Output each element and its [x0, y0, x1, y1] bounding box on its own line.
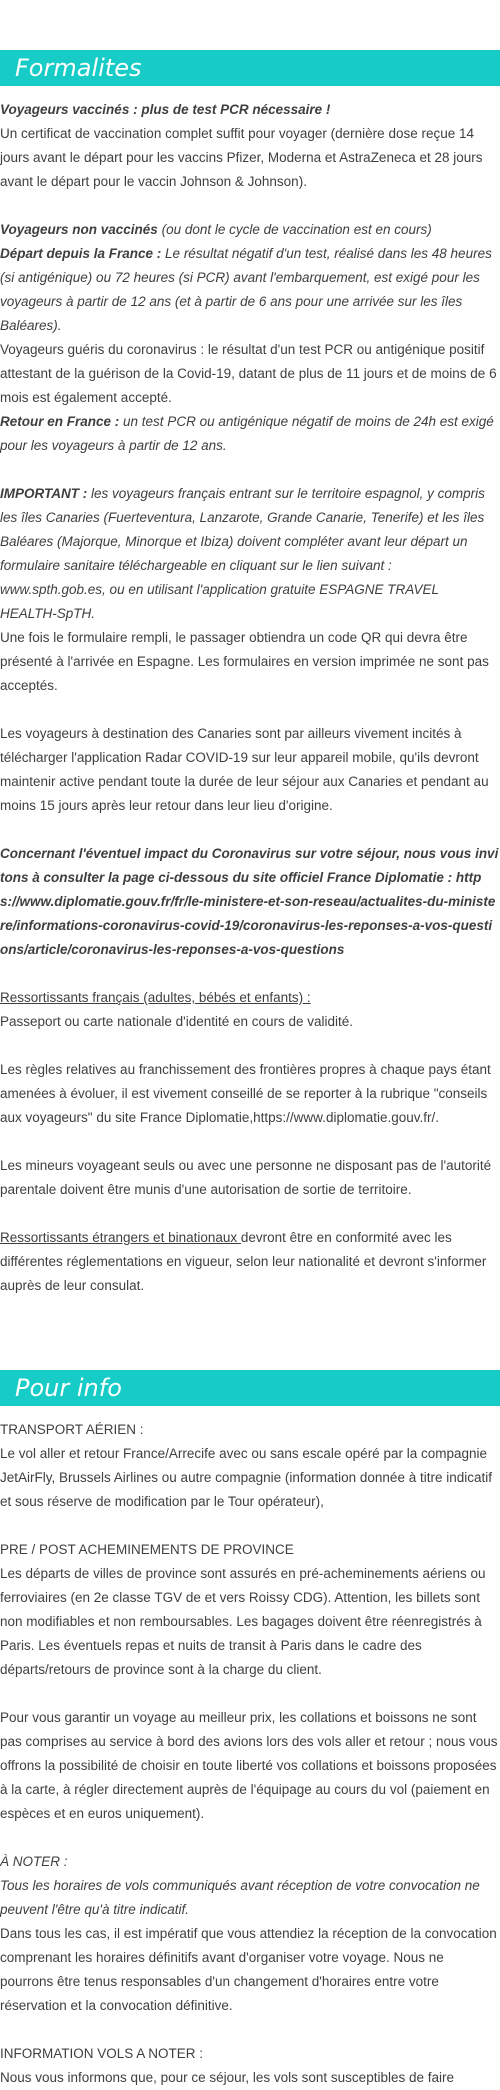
transport-text: Le vol aller et retour France/Arrecife avec ou sans escale opéré par la compagnie JetAirFly, Brussels Airlines ou autre compagnie (information donnée à titre indicatif et sous réserve de modification par le Tour opérateur), [0, 1446, 492, 1509]
pour-info-section [0, 1418, 499, 2090]
section-title-formalites: Formalites [0, 50, 500, 86]
important-paragraph [0, 482, 499, 698]
info-vols-paragraph [0, 2042, 499, 2090]
depart-label: Départ depuis la France : [0, 246, 162, 261]
transport-heading: TRANSPORT AÉRIEN : [0, 1422, 144, 1437]
mineurs-paragraph: Les mineurs voyageant seuls ou avec une personne ne disposant pas de l'autorité parentale doivent être munis d'une autorisation de sortie de territoire. [0, 1158, 492, 1197]
info-vols-text: Nous vous informons que, pour ce séjour, les vols sont susceptibles de faire [0, 2070, 454, 2085]
a-noter-paragraph [0, 1850, 499, 2018]
a-noter-text-1: Tous les horaires de vols communiqués avant réception de votre convocation ne peuvent l'être qu'à titre indicatif. [0, 1878, 480, 1917]
non-vaccines-note: (ou dont le cycle de vaccination est en cours) [157, 222, 432, 237]
ressortissants-fr-text: Passeport ou carte nationale d'identité en cours de validité. [0, 1014, 354, 1029]
vaccines-text: Un certificat de vaccination complet suffit pour voyager (dernière dose reçue 14 jours avant le départ pour les vaccins Pfizer, Moderna et AstraZeneca et 28 jours avant le départ pour le vaccin Johnson & Johnson). [0, 126, 483, 189]
depart-text: Le résultat négatif d'un test, réalisé dans les 48 heures (si antigénique) ou 72 heures (si PCR) avant l'embarquement, est exigé pour les voyageurs à partir de 12 ans (et à partir de 6 ans pour une arrivée sur les îles Baléares). [0, 246, 492, 333]
pre-post-heading: PRE / POST ACHEMINEMENTS DE PROVINCE [0, 1542, 294, 1557]
section-title-pour-info: Pour info [0, 1370, 500, 1406]
prix-paragraph: Pour vous garantir un voyage au meilleur prix, les collations et boissons ne sont pas comprises au service à bord des avions lors des vols aller et retour ; nous vous offrons la possibilité de choisir en toute liberté vos collations et boissons proposées à la carte, à régler directement auprès de l'équipage au cours du vol (paiement en espèces et en euros uniquement). [0, 1710, 498, 1821]
regles-paragraph: Les règles relatives au franchissement des frontières propres à chaque pays étant amenées à évoluer, il est vivement conseillé de se reporter à la rubrique "conseils aux voyageurs" du site France Diplomatie,https://www.diplomatie.gouv.fr/. [0, 1062, 491, 1125]
non-vaccines-paragraph [0, 218, 499, 458]
qr-text: Une fois le formulaire rempli, le passager obtiendra un code QR qui devra être présenté à l'arrivée en Espagne. Les formulaires en version imprimée ne sont pas acceptés. [0, 630, 489, 693]
etrangers-text: devront être en conformité avec les différentes réglementations en vigueur, selon leur nationalité et devront s'informer auprès de leur consulat. [0, 1230, 487, 1293]
a-noter-heading: À NOTER : [0, 1854, 68, 1869]
etrangers-paragraph [0, 1226, 499, 1298]
ressortissants-fr-label: Ressortissants français (adultes, bébés et enfants) : [0, 990, 311, 1005]
formalites-section [0, 98, 499, 1298]
info-vols-heading: INFORMATION VOLS A NOTER : [0, 2046, 204, 2061]
canaries-paragraph: Les voyageurs à destination des Canaries sont par ailleurs vivement incités à télécharger l'application Radar COVID-19 sur leur appareil mobile, qu'ils devront maintenir active pendant toute la durée de leur séjour aux Canaries et pendant au moins 15 jours après leur retour dans leur lieu d'origine. [0, 726, 489, 813]
gueris-text: Voyageurs guéris du coronavirus : le résultat d'un test PCR ou antigénique positif attestant de la guérison de la Covid-19, datant de plus de 11 jours et de moins de 6 mois est également accepté. [0, 342, 497, 405]
a-noter-text-2: Dans tous les cas, il est impératif que vous attendiez la réception de la convocation comprenant les horaires définitifs avant d'organiser votre voyage. Nous ne pourrons être tenus responsables d'un changement d'horaires entre votre réservation et la convocation définitive. [0, 1926, 497, 2013]
important-text: les voyageurs français entrant sur le territoire espagnol, y compris les îles Canaries (Fuerteventura, Lanzarote, Grande Canarie, Tenerife) et les îles Baléares (Majorque, Minorque et Ibiza) doivent compléter avant leur départ un formulaire sanitaire téléchargeable en cliquant sur le lien suivant : www.spth.gob.es, ou en utilisant l'application gratuite ESPAGNE TRAVEL HEALTH-SpTH. [0, 486, 485, 621]
retour-text: un test PCR ou antigénique négatif de moins de 24h est exigé pour les voyageurs à partir de 12 ans. [0, 414, 494, 453]
vaccines-heading: Voyageurs vaccinés : plus de test PCR nécessaire ! [0, 102, 331, 117]
non-vaccines-label: Voyageurs non vaccinés [0, 222, 158, 237]
vaccines-paragraph [0, 98, 499, 194]
pre-post-paragraph [0, 1538, 499, 1682]
pre-post-text: Les départs de villes de province sont assurés en pré-acheminements aériens ou ferroviaires (en 2e classe TGV de et vers Roissy CDG). Attention, les billets sont non modifiables et non remboursables. Les bagages doivent être réenregistrés à Paris. Les éventuels repas et nuits de transit à Paris dans le cadre des départs/retours de province sont à la charge du client. [0, 1566, 486, 1677]
diplomatie-paragraph: Concernant l'éventuel impact du Coronavirus sur votre séjour, nous vous invitons à consulter la page ci-dessous du site officiel France Diplomatie : https://www.diplomatie.gouv.fr/fr/le-ministere-et-son-reseau/actualites-du-ministere/informations-coronavirus-covid-19/coronavirus-les-reponses-a-vos-questions/article/coronavirus-les-reponses-a-vos-questions [0, 846, 499, 957]
transport-paragraph [0, 1418, 499, 1514]
important-label: IMPORTANT : [0, 486, 88, 501]
etrangers-label: Ressortissants étrangers et binationaux [0, 1230, 241, 1245]
ressortissants-fr-paragraph [0, 986, 499, 1034]
retour-label: Retour en France : [0, 414, 120, 429]
